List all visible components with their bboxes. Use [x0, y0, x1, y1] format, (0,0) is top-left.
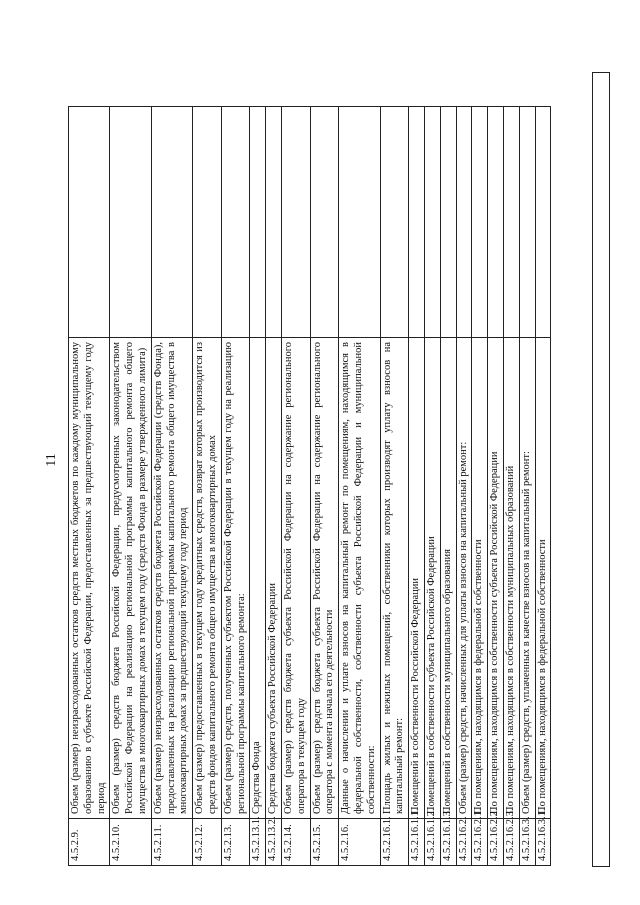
row-code: 4.5.2.16.2.2. — [488, 819, 504, 866]
row-code: 4.5.2.16.1.1. — [409, 819, 425, 866]
table-row — [310, 107, 339, 866]
page-number: 11 — [44, 453, 59, 467]
table-row — [221, 107, 250, 866]
row-code: 4.5.2.11. — [151, 819, 192, 866]
row-code: 4.5.2.13. — [221, 819, 250, 866]
row-value-cell — [110, 107, 151, 338]
row-value-cell — [380, 107, 409, 338]
row-description: По помещениям, находящимся в федеральной собственности — [472, 338, 488, 819]
row-value-cell — [69, 107, 110, 338]
table-row — [519, 107, 535, 866]
row-value-cell — [266, 107, 282, 338]
rotated-table-container — [68, 106, 588, 866]
row-description: Объем (размер) средств, уплаченных в качестве взносов на капитальный ремонт: — [519, 338, 535, 819]
row-code: 4.5.2.16.2.3. — [503, 819, 519, 866]
table-row — [193, 107, 222, 866]
row-code: 4.5.2.16.1.3. — [440, 819, 456, 866]
table-row — [69, 107, 110, 866]
table-row — [409, 107, 425, 866]
row-code: 4.5.2.13.2. — [266, 819, 282, 866]
row-description: По помещениям, находящимся в федеральной собственности — [535, 338, 551, 819]
row-description: Помещений в собственности Российской Федерации — [409, 338, 425, 819]
row-description: Объем (размер) средств, полученных субъектом Российской Федерации в текущем году на реализацию региональной программы капитального ремонта: — [221, 338, 250, 819]
row-description: Объем (размер) средств, начисленных для уплаты взносов на капитальный ремонт: — [456, 338, 472, 819]
table-row — [151, 107, 192, 866]
row-description: Площадь жилых и нежилых помещений, собственники которых производят уплату взносов на капитальный ремонт: — [380, 338, 409, 819]
row-value-cell — [519, 107, 535, 338]
row-code: 4.5.2.15. — [310, 819, 339, 866]
row-code: 4.5.2.16.1. — [380, 819, 409, 866]
row-value-cell — [281, 107, 310, 338]
row-code: 4.5.2.16.2.1. — [472, 819, 488, 866]
row-code: 4.5.2.12. — [193, 819, 222, 866]
row-code: 4.5.2.16.3. — [519, 819, 535, 866]
row-description: Объем (размер) средств бюджета Российской Федерации, предусмотренных законодательством Российской Федерации на реализацию региональной программы капитального ремонта общего имущества в многоквартирных домах в текущем году (средств Фонда в размере утвержденного лимита) — [110, 338, 151, 819]
row-value-cell — [440, 107, 456, 338]
row-description: Помещений в собственности муниципального образования — [440, 338, 456, 819]
table-row — [535, 107, 551, 866]
table-row — [456, 107, 472, 866]
row-value-cell — [310, 107, 339, 338]
row-description: Помещений в собственности субъекта Российской Федерации — [424, 338, 440, 819]
table-row — [250, 107, 266, 866]
row-value-cell — [221, 107, 250, 338]
table-row — [503, 107, 519, 866]
table-row — [339, 107, 380, 866]
row-code: 4.5.2.16.2. — [456, 819, 472, 866]
row-code: 4.5.2.16. — [339, 819, 380, 866]
row-value-cell — [151, 107, 192, 338]
table-body — [69, 107, 551, 866]
row-description: Объем (размер) средств бюджета субъекта Российской Федерации на содержание регионального оператора в текущем году — [281, 338, 310, 819]
row-description: Средства Фонда — [250, 338, 266, 819]
row-code: 4.5.2.16.3.1. — [535, 819, 551, 866]
table-row — [424, 107, 440, 866]
row-code: 4.5.2.13.1. — [250, 819, 266, 866]
row-value-cell — [193, 107, 222, 338]
table-row — [266, 107, 282, 866]
row-value-cell — [339, 107, 380, 338]
indicators-table — [68, 106, 551, 866]
row-description: Средства бюджета субъекта Российской Федерации — [266, 338, 282, 819]
table-row — [380, 107, 409, 866]
row-value-cell — [503, 107, 519, 338]
table-row — [488, 107, 504, 866]
row-code: 4.5.2.10. — [110, 819, 151, 866]
table-row — [440, 107, 456, 866]
row-value-cell — [472, 107, 488, 338]
row-description: Данные о начислении и уплате взносов на капитальный ремонт по помещениям, находящимся в федеральной собственности, собственности субъекта Российской Федерации и муниципальной собственности: — [339, 338, 380, 819]
row-description: Объем (размер) неизрасходованных остатков средств местных бюджетов по каждому муниципальному образованию в субъекте Российской Федерации, предоставленных за предшествующий текущему году период — [69, 338, 110, 819]
row-value-cell — [424, 107, 440, 338]
row-description: Объем (размер) предоставленных в текущем году кредитных средств, возврат которых производится из средств фондов капитального ремонта общего имущества в многоквартирных домах — [193, 338, 222, 819]
table-row — [472, 107, 488, 866]
right-margin-box — [592, 72, 610, 867]
row-value-cell — [409, 107, 425, 338]
table-row — [110, 107, 151, 866]
row-code: 4.5.2.9. — [69, 819, 110, 866]
row-description: Объем (размер) средств бюджета субъекта Российской Федерации на содержание регионального оператора с момента начала его деятельности — [310, 338, 339, 819]
row-description: По помещениям, находящимся в собственности субъекта Российской Федерации — [488, 338, 504, 819]
row-description: По помещениям, находящимся в собственности муниципальных образований — [503, 338, 519, 819]
row-value-cell — [456, 107, 472, 338]
row-value-cell — [488, 107, 504, 338]
row-value-cell — [535, 107, 551, 338]
table-row — [281, 107, 310, 866]
row-value-cell — [250, 107, 266, 338]
row-code: 4.5.2.16.1.2. — [424, 819, 440, 866]
row-code: 4.5.2.14. — [281, 819, 310, 866]
row-description: Объем (размер) неизрасходованных остатков средств бюджета Российской Федерации (средств Фонда), предоставленных на реализацию региональной программы капитального ремонта общего имущества в многоквартирных домах за предшествующий текущему году период — [151, 338, 192, 819]
